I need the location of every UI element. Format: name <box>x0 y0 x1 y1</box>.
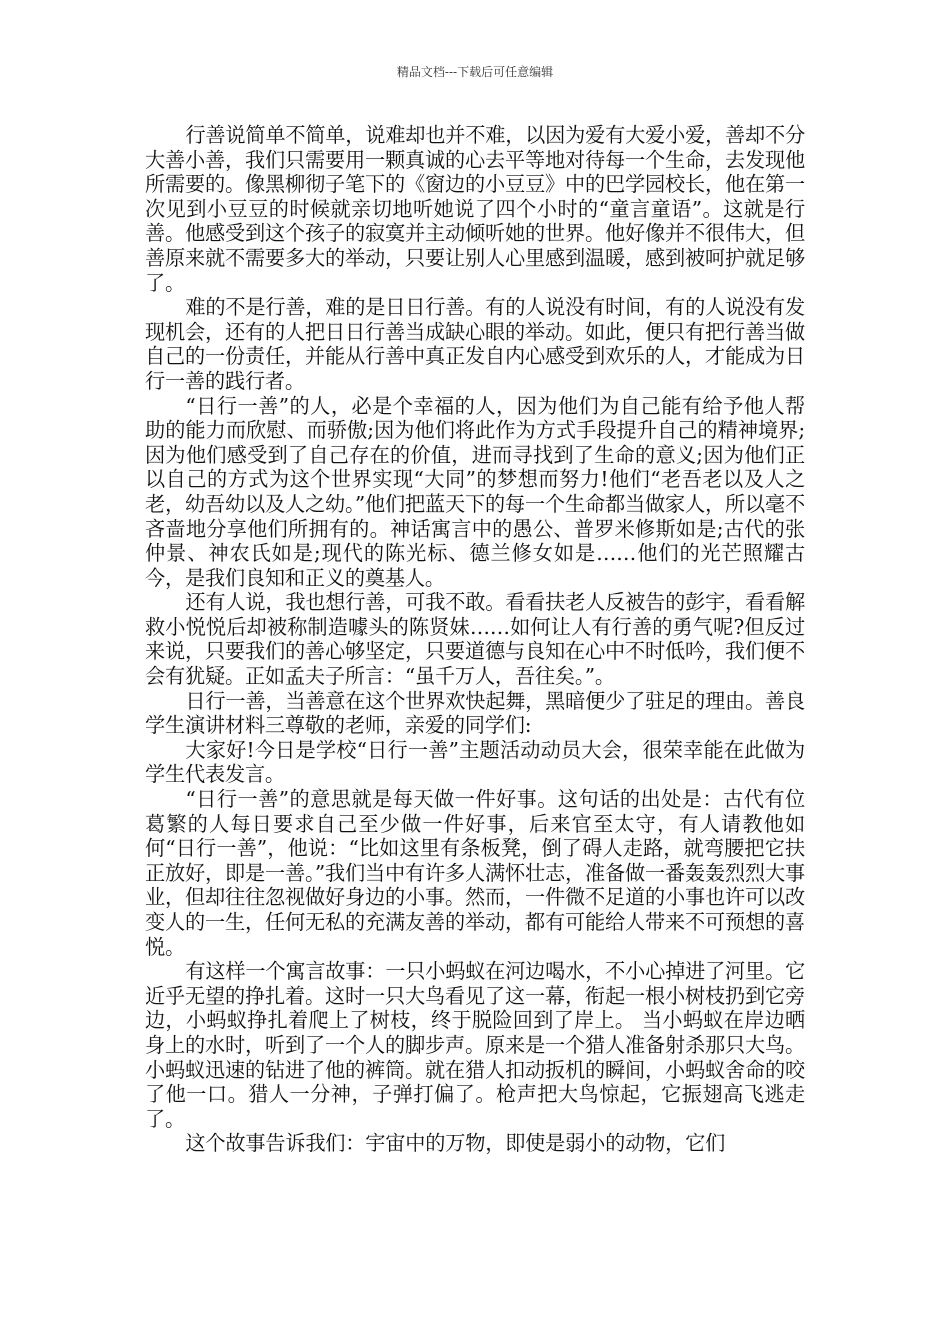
paragraph: 这个故事告诉我们：宇宙中的万物，即使是弱小的动物，它们 <box>185 1131 726 1156</box>
paragraph: “日行一善”的意思就是每天做一件好事。这句话的出处是：古代有位葛繁的人每日要求自己至少做一件好事，后来官至太守，有人请教他如何“日行一善”，他说：“比如这里有条板凳，倒了碍人走路，就弯腰把它扶正放好，即是一善。”我们当中有许多人满怀壮志，准备做一番轰轰烈烈大事业，但却往往忽视做好身边的小事。然而，一件微不足道的小事也许可以改变人的一生，任何无私的充满友善的举动，都有可能给人带来不可预想的喜悦。 <box>145 787 805 959</box>
page-header: 精品文档---下载后可任意编辑 <box>396 65 554 79</box>
paragraph: 难的不是行善，难的是日日行善。有的人说没有时间，有的人说没有发现机会，还有的人把日日行善当成缺心眼的举动。如此，便只有把行善当做自己的一份责任，并能从行善中真正发自内心感受到欢乐的人，才能成为日行一善的践行者。 <box>145 295 806 393</box>
paragraph: 日行一善，当善意在这个世界欢快起舞，黑暗便少了驻足的理由。善良学生演讲材料三尊敬的老师，亲爱的同学们: <box>145 688 806 738</box>
paragraph: 大家好!今日是学校“日行一善”主题活动动员大会，很荣幸能在此做为学生代表发言。 <box>145 737 805 787</box>
paragraph: 行善说简单不简单，说难却也并不难，以因为爱有大爱小爱，善却不分大善小善，我们只需要用一颗真诚的心去平等地对待每一个生命，去发现他所需要的。像黑柳彻子笔下的《窗边的小豆豆》中的巴学园校长，他在第一次见到小豆豆的时候就亲切地听她说了四个小时的“童言童语”。这就是行善。他感受到这个孩子的寂寞并主动倾听她的世界。他好像并不很伟大，但善原来就不需要多大的举动，只要让别人心里感到温暖，感到被呵护就足够了。 <box>145 123 806 295</box>
paragraph: 还有人说，我也想行善，可我不敢。看看扶老人反被告的彭宇，看看解救小悦悦后却被称制造噱头的陈贤妹……如何让人有行善的勇气呢?但反过来说，只要我们的善心够坚定，只要道德与良知在心中不时低吟，我们便不会有犹疑。正如孟夫子所言：“虽千万人，吾往矣。”。 <box>145 590 806 689</box>
document-body <box>145 123 805 1156</box>
paragraph: “日行一善”的人，必是个幸福的人，因为他们为自己能有给予他人帮助的能力而欣慰、而骄傲;因为他们将此作为方式手段提升自己的精神境界;因为他们感受到了自己存在的价值，进而寻找到了生命的意义;因为他们正以自己的方式为这个世界实现“大同”的梦想而努力!他们“老吾老以及人之老，幼吾幼以及人之幼。”他们把蓝天下的每一个生命都当做家人，所以毫不吝啬地分享他们所拥有的。神话寓言中的愚公、普罗米修斯如是;古代的张仲景、神农氏如是;现代的陈光标、德兰修女如是……他们的光芒照耀古今，是我们良知和正义的奠基人。 <box>145 393 805 590</box>
paragraph: 有这样一个寓言故事：一只小蚂蚁在河边喝水，不小心掉进了河里。它近乎无望的挣扎着。这时一只大鸟看见了这一幕，衔起一根小树枝扔到它旁边，小蚂蚁挣扎着爬上了树枝，终于脱险回到了岸上。 当小蚂蚁在岸边晒身上的水时，听到了一个人的脚步声。原来是一个猎人准备射杀那只大鸟。小蚂蚁迅速的钻进了他的裤筒。就在猎人扣动扳机的瞬间，小蚂蚁舍命的咬了他一口。猎人一分神，子弹打偏了。枪声把大鸟惊起，它振翅高飞逃走了。 <box>145 959 806 1131</box>
